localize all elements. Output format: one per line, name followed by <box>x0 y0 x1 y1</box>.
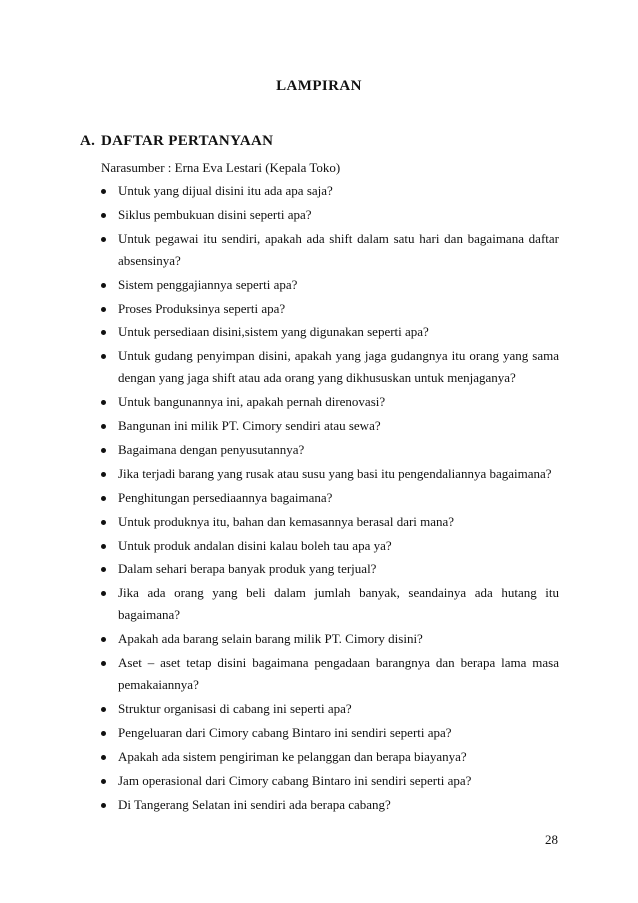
question-text: Di Tangerang Selatan ini sendiri ada berapa cabang? <box>118 796 391 812</box>
question-text: Untuk pegawai itu sendiri, apakah ada shift dalam satu hari dan bagaimana daftar absensinya? <box>118 230 559 268</box>
question-item <box>101 345 559 389</box>
question-item <box>101 180 559 202</box>
question-item <box>101 439 559 461</box>
question-text: Bangunan ini milik PT. Cimory sendiri atau sewa? <box>118 418 381 434</box>
question-text: Proses Produksinya seperti apa? <box>118 300 286 316</box>
question-item <box>101 746 559 768</box>
question-text: Untuk produknya itu, bahan dan kemasannya berasal dari mana? <box>118 513 455 529</box>
question-item <box>101 628 559 650</box>
question-text: Bagaimana dengan penyusutannya? <box>118 442 305 458</box>
bullet-icon <box>101 472 106 477</box>
bullet-icon <box>101 189 106 194</box>
bullet-icon <box>101 448 106 453</box>
question-text: Untuk produk andalan disini kalau boleh tau apa ya? <box>118 537 392 553</box>
section-letter: A. <box>80 133 96 149</box>
question-item <box>101 274 559 296</box>
bullet-icon <box>101 779 106 784</box>
question-text: Struktur organisasi di cabang ini seperti apa? <box>118 701 352 717</box>
bullet-icon <box>101 567 106 572</box>
question-item <box>101 415 559 437</box>
question-item <box>101 321 559 343</box>
question-item <box>101 535 559 557</box>
question-text: Untuk bangunannya ini, apakah pernah direnovasi? <box>118 394 386 410</box>
question-item <box>101 722 559 744</box>
question-item <box>101 558 559 580</box>
question-item <box>101 794 559 816</box>
question-text: Siklus pembukuan disini seperti apa? <box>118 206 312 222</box>
bullet-icon <box>101 400 106 405</box>
bullet-icon <box>101 283 106 288</box>
bullet-icon <box>101 520 106 525</box>
question-text: Untuk gudang penyimpan disini, apakah yang jaga gudangnya itu orang yang sama dengan yang jaga shift atau ada orang yang dikhususkan untuk menjaganya? <box>118 348 559 386</box>
question-item <box>101 204 559 226</box>
question-text: Jam operasional dari Cimory cabang Bintaro ini sendiri seperti apa? <box>118 772 472 788</box>
question-item <box>101 228 559 272</box>
section-heading-text: DAFTAR PERTANYAAN <box>101 133 274 149</box>
question-item <box>101 652 559 696</box>
bullet-icon <box>101 424 106 429</box>
bullet-icon <box>101 661 106 666</box>
bullet-icon <box>101 354 106 359</box>
page-number: 28 <box>545 832 558 847</box>
bullet-icon <box>101 755 106 760</box>
question-item <box>101 487 559 509</box>
question-text: Pengeluaran dari Cimory cabang Bintaro ini sendiri seperti apa? <box>118 724 452 740</box>
question-text: Jika terjadi barang yang rusak atau susu yang basi itu pengendaliannya bagaimana? <box>118 465 552 481</box>
bullet-icon <box>101 307 106 312</box>
bullet-icon <box>101 637 106 642</box>
question-item <box>101 298 559 320</box>
question-item <box>101 770 559 792</box>
question-text: Penghitungan persediaannya bagaimana? <box>118 489 333 505</box>
bullet-icon <box>101 803 106 808</box>
question-text: Dalam sehari berapa banyak produk yang terjual? <box>118 561 377 577</box>
question-text: Jika ada orang yang beli dalam jumlah banyak, seandainya ada hutang itu bagaimana? <box>118 585 559 623</box>
question-item <box>101 511 559 533</box>
interviewee-line: Narasumber : Erna Eva Lestari (Kepala Toko) <box>101 160 341 175</box>
question-text: Untuk persediaan disini,sistem yang digunakan seperti apa? <box>118 324 429 340</box>
question-item <box>101 463 559 485</box>
question-text: Aset – aset tetap disini bagaimana pengadaan barangnya dan berapa lama masa pemakaiannya? <box>118 655 559 693</box>
bullet-icon <box>101 496 106 501</box>
question-list <box>101 180 559 817</box>
question-text: Sistem penggajiannya seperti apa? <box>118 276 298 292</box>
bullet-icon <box>101 237 106 242</box>
bullet-icon <box>101 731 106 736</box>
bullet-icon <box>101 330 106 335</box>
question-item <box>101 698 559 720</box>
question-item <box>101 391 559 413</box>
bullet-icon <box>101 544 106 549</box>
bullet-icon <box>101 213 106 218</box>
bullet-icon <box>101 591 106 596</box>
question-text: Apakah ada sistem pengiriman ke pelanggan dan berapa biayanya? <box>118 748 467 764</box>
question-text: Apakah ada barang selain barang milik PT. Cimory disini? <box>118 631 423 647</box>
page-title: LAMPIRAN <box>276 78 362 94</box>
question-text: Untuk yang dijual disini itu ada apa saja? <box>118 183 333 198</box>
section-heading <box>80 133 273 150</box>
question-item <box>101 582 559 626</box>
bullet-icon <box>101 707 106 712</box>
